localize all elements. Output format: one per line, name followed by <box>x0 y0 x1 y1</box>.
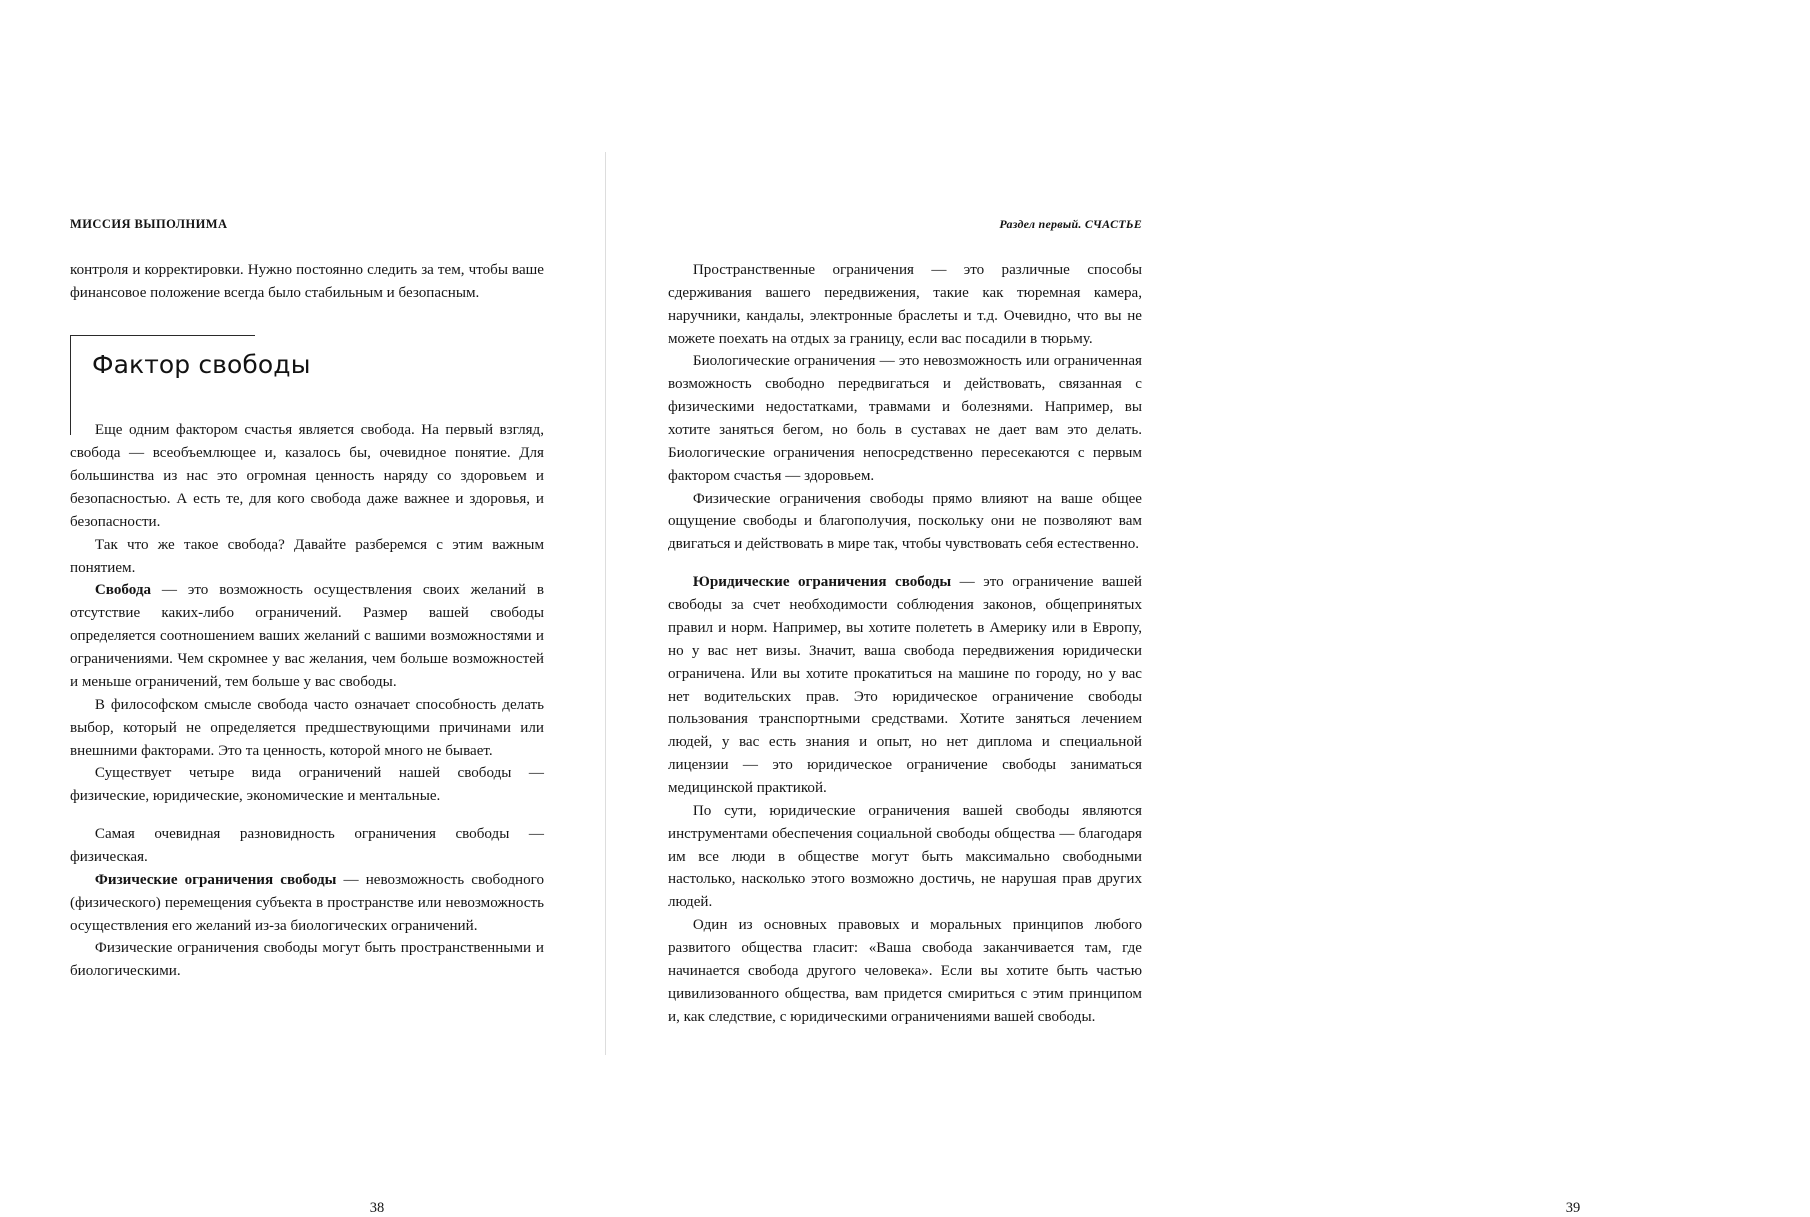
p-legal-definition: Юридические ограничения свободы — это ограничение вашей свободы за счет необходимости соблюдения законов, общепринятых правил и норм. Например, вы хотите полететь в Америку или в Европу, но у вас нет визы. Значит, ваша свобода передвижения юридически ограничена. Или вы хотите прокатиться на машине по городу, но у вас нет водительских прав. Это юридическое ограничение свободы пользования транспортными средствами. Хотите заняться лечением людей, у вас есть знания и опыт, но нет диплома и специальной лицензии — это юридическое ограничение свободы заниматься медицинской практикой. <box>668 574 1142 796</box>
p-physical-definition: Физические ограничения свободы — невозможность свободного (физического) перемещения субъекта в пространстве или невозможность осуществления его желаний из-за биологических ограничений. <box>70 871 544 934</box>
folio-right: 39 <box>1565 1200 1581 1216</box>
left-body-paragraphs <box>70 419 544 983</box>
left-column-text <box>70 259 544 983</box>
p-physical-kinds: Физические ограничения свободы могут быть пространственными и биологическими. <box>70 940 544 980</box>
p-biological: Биологические ограничения — это невозможность или ограниченная возможность свободно передвигаться и действовать, связанная с физическими недостатками, травмами и болезнями. Например, вы хотите заняться бегом, но боль в суставах не дает вам это делать. Биологические ограничения непосредственно пересекаются с первым фактором счастья — здоровьем. <box>668 353 1142 484</box>
continued-paragraph: контроля и корректировки. Нужно постоянно следить за тем, чтобы ваше финансовое положение всегда было стабильным и безопасным. <box>70 262 544 301</box>
p-four-kinds: Существует четыре вида ограничений нашей свободы — физические, юридические, экономические и ментальные. <box>70 765 544 805</box>
p-definition: Свобода — это возможность осуществления своих желаний в отсутствие каких-либо ограничений. Размер вашей свободы определяется соотношением ваших желаний с вашими возможностями и ограничениями. Чем скромнее у вас желания, чем больше возможностей и меньше ограничений, тем больше у вас свободы. <box>70 582 544 690</box>
page-left <box>70 215 544 1216</box>
paragraph-lead-in: Свобода <box>94 582 152 599</box>
p-physical-effect: Физические ограничения свободы прямо влияют на ваше общее ощущение свободы и благополучия, поскольку они не позволяют вам двигаться и действовать в мире так, чтобы чувствовать себя естественно. <box>668 490 1142 553</box>
right-column-text <box>668 259 1142 1028</box>
right-body-paragraphs <box>668 259 1142 1028</box>
p-legal-instruments: По сути, юридические ограничения вашей свободы являются инструментами обеспечения социальной свободы общества — благодаря им все люди в обществе могут быть максимально свободными настолько, насколько этого возможно достичь, не нарушая прав других людей. <box>668 802 1142 911</box>
spine-gutter-rule <box>605 152 606 1055</box>
p-principle: Один из основных правовых и моральных принципов любого развитого общества гласит: «Ваша свобода заканчивается там, где начинается свобода другого человека». Если вы хотите быть частью цивилизованного общества, вам придется смириться с этим принципом и, как следствие, с юридическими ограничениями вашей свободы. <box>668 917 1142 1025</box>
running-head-left: МИССИЯ ВЫПОЛНИМА <box>70 217 228 231</box>
page-right <box>668 215 1581 1216</box>
folio-left: 38 <box>369 1200 385 1216</box>
p-most-obvious: Самая очевидная разновидность ограничения свободы — физическая. <box>70 826 544 866</box>
chapter-rule-left <box>70 335 71 435</box>
p-freedom-intro: Еще одним фактором счастья является свобода. На первый взгляд, свобода — всеобъемлющее и, казалось бы, очевидное понятие. Для большинства из нас это огромная ценность наряду со здоровьем и безопасностью. А есть те, для кого свобода даже важнее и здоровья, и безопасности. <box>70 422 544 530</box>
p-spatial: Пространственные ограничения — это различные способы сдерживания вашего передвижения, такие как тюремная камера, наручники, кандалы, электронные браслеты и т.д. Очевидно, что вы не можете поехать на отдых за границу, если вас посадили в тюрьму. <box>668 262 1142 347</box>
chapter-rule-top <box>70 335 255 336</box>
paragraph-lead-in: Юридические ограничения свободы <box>692 574 952 591</box>
p-philosophy: В философском смысле свобода часто означает способность делать выбор, который не определяется предшествующими причинами или внешними факторами. Это та ценность, которой много не бывает. <box>70 696 544 759</box>
chapter-title: Фактор свободы <box>92 349 311 379</box>
running-head-right: Раздел первый. СЧАСТЬЕ <box>999 217 1142 231</box>
p-what-is-freedom: Так что же такое свобода? Давайте разберемся с этим важным понятием. <box>70 536 544 576</box>
paragraph-lead-in: Физические ограничения свободы <box>94 871 337 888</box>
chapter-heading-block <box>70 335 544 386</box>
